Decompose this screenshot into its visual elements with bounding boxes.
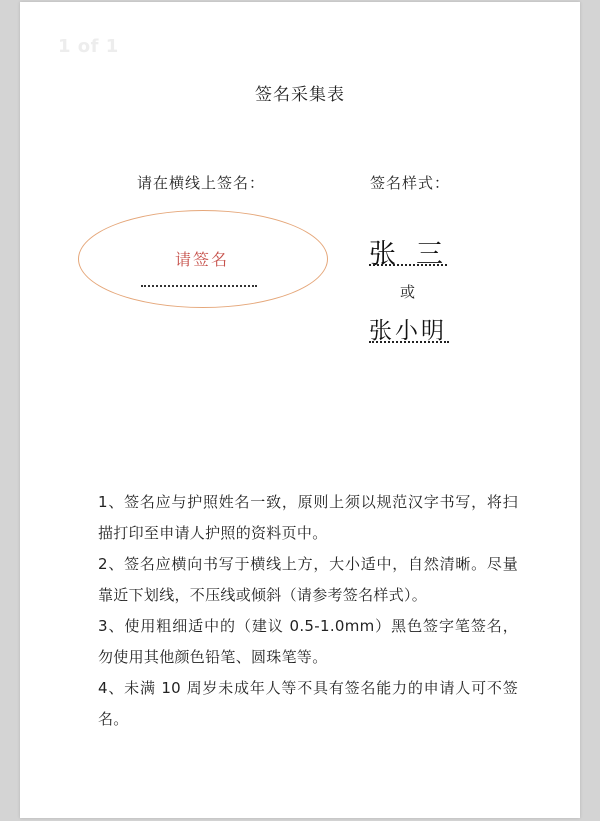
instructions-list <box>98 487 518 735</box>
sign-prompt-label: 请在横线上签名： <box>137 174 266 192</box>
instruction-item: 2、签名应横向书写于横线上方，大小适中，自然清晰。尽量靠近下划线，不压线或倾斜（请参考签名样式）。 <box>98 555 518 604</box>
document-title: 签名采集表 <box>255 85 345 105</box>
sample-underline-2 <box>369 341 449 343</box>
signature-line <box>141 285 257 287</box>
instruction-item: 3、使用粗细适中的（建议 0.5-1.0mm）黑色签字笔签名，勿使用其他颜色铅笔、圆珠笔等。 <box>98 617 518 666</box>
page-indicator: 1 of 1 <box>58 36 119 57</box>
instruction-item: 4、未满 10 周岁未成年人等不具有签名能力的申请人可不签名。 <box>98 679 518 728</box>
sample-signature-2: 张小明 <box>369 318 447 344</box>
sample-or-label: 或 <box>400 283 416 301</box>
instruction-item: 1、签名应与护照姓名一致，原则上须以规范汉字书写，将扫描打印至申请人护照的资料页中。 <box>98 493 518 542</box>
sample-heading: 签名样式： <box>370 174 451 192</box>
sample-underline-1 <box>369 264 447 266</box>
sample-signature-1: 张三 <box>369 239 463 270</box>
signature-placeholder: 请签名 <box>174 250 229 269</box>
